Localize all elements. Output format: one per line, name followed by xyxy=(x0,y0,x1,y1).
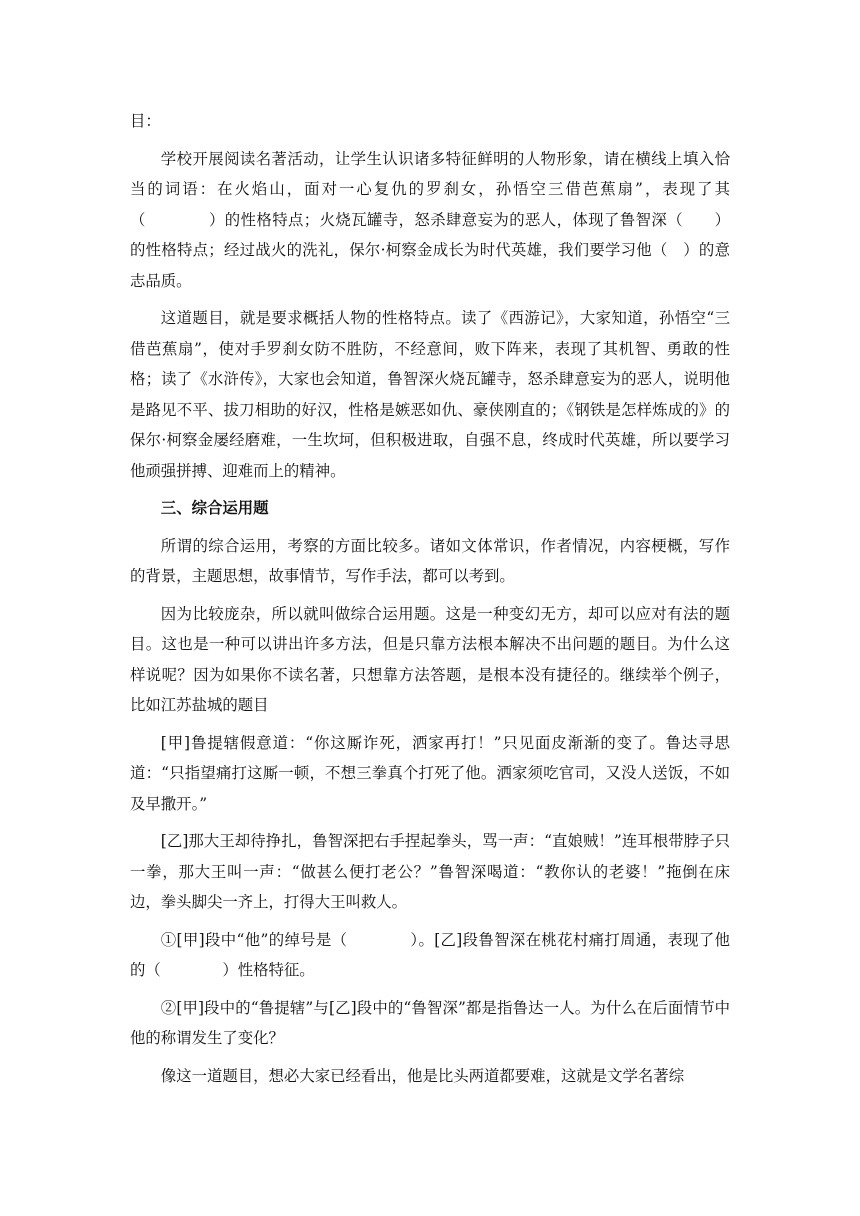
document-page xyxy=(130,106,730,1091)
section-heading: 三、综合运用题 xyxy=(160,499,269,517)
paragraph-passage-jia: [甲]鲁提辖假意道：“你这厮诈死，洒家再打！”只见面皮渐渐的变了。鲁达寻思道：“只指望痛打这厮一顿，不想三拳真个打死了他。洒家须吃官司，又没人送饭，不如及早撒开。” xyxy=(130,733,730,813)
paragraph-subquestion-1: ①[甲]段中“他”的绰号是（ ）。[乙]段鲁智深在桃花村痛打周通，表现了他的（ ）性格特征。 xyxy=(130,930,730,979)
paragraph-question-1: 学校开展阅读名著活动，让学生认识诸多特征鲜明的人物形象，请在横线上填入恰当的词语：在火焰山，面对一心复仇的罗刹女，孙悟空三借芭蕉扇”，表现了其（ ）的性格特点；火烧瓦罐寺，怒杀肆意妄为的恶人，体现了鲁智深（ ）的性格特点；经过战火的洗礼，保尔·柯察金成长为时代英雄，我们要学习他（ ）的意志品质。 xyxy=(130,149,730,290)
paragraph-intro: 所谓的综合运用，考察的方面比较多。诸如文体常识，作者情况，内容梗概，写作的背景，主题思想，故事情节，写作手法，都可以考到。 xyxy=(130,536,730,585)
paragraph-passage-yi: [乙]那大王却待挣扎，鲁智深把右手捏起拳头，骂一声：“直娘贼！”连耳根带脖子只一拳，那大王叫一声：“做甚么便打老公？”鲁智深喝道：“教你认的老婆！”拖倒在床边，拳头脚尖一齐上，打得大王叫救人。 xyxy=(130,832,730,911)
paragraph-subquestion-2: ②[甲]段中的“鲁提辖”与[乙]段中的“鲁智深”都是指鲁达一人。为什么在后面情节中他的称谓发生了变化？ xyxy=(130,998,730,1047)
paragraph-conclusion: 像这一道题目，想必大家已经看出，他是比头两道都要难，这就是文学名著综 xyxy=(160,1066,685,1085)
paragraph-lead: 目： xyxy=(130,112,161,130)
paragraph-explanation: 因为比较庞杂，所以就叫做综合运用题。这是一种变幻无方，却可以应对有法的题目。这也是一种可以讲出许多方法，但是只靠方法根本解决不出问题的题目。为什么这样说呢？因为如果你不读名著，只想靠方法答题，是根本没有捷径的。继续举个例子，比如江苏盐城的题目 xyxy=(130,604,730,714)
paragraph-analysis-1: 这道题目，就是要求概括人物的性格特点。读了《西游记》，大家知道，孙悟空“三借芭蕉扇”，使对手罗刹女防不胜防，不经意间，败下阵来，表现了其机智、勇敢的性格；读了《水浒传》，大家也会知道，鲁智深火烧瓦罐寺，怒杀肆意妄为的恶人，说明他是路见不平、拔刀相助的好汉，性格是嫉恶如仇、豪侠刚直的；《钢铁是怎样炼成的》的保尔·柯察金屡经磨难，一生坎坷，但积极进取，自强不息，终成时代英雄，所以要学习他顽强拼搏、迎难而上的精神。 xyxy=(130,309,730,480)
